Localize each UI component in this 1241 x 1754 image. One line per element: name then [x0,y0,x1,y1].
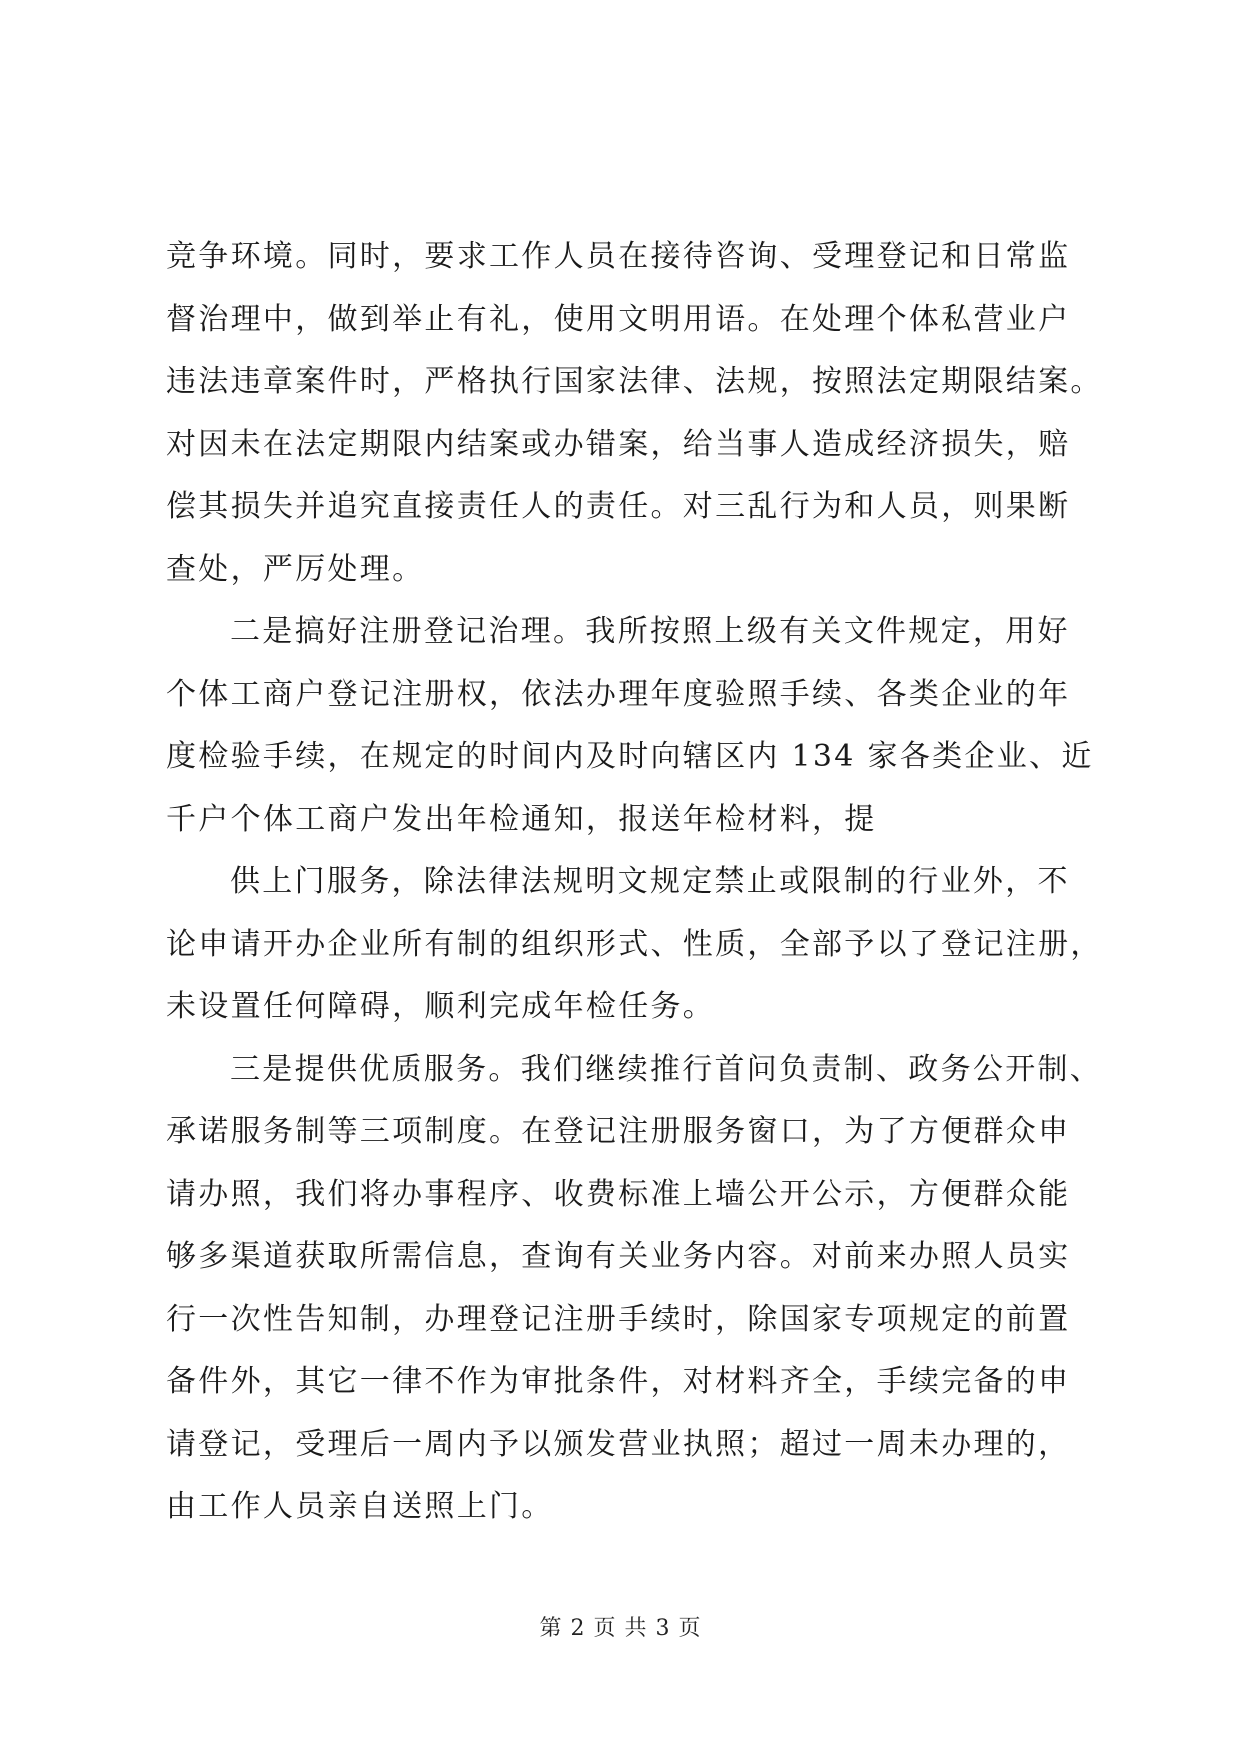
text-line: 承诺服务制等三项制度。在登记注册服务窗口，为了方便群众申 [166,1114,1071,1149]
text-line: 竞争环境。同时，要求工作人员在接待咨询、受理登记和日常监 [166,239,1071,274]
text-line: 千户个体工商户发出年检通知，报送年检材料，提 [166,801,877,837]
text-line: 请办照，我们将办事程序、收费标准上墙公开公示，方便群众能 [166,1176,1071,1212]
body-text [166,226,1103,1539]
text-line: 够多渠道获取所需信息，查询有关业务内容。对前来办照人员实 [166,1239,1071,1274]
paragraph-start-line: 二是搞好注册登记治理。我所按照上级有关文件规定，用好 [230,614,1070,649]
text-line: 度检验手续，在规定的时间内及时向辖区内 134 家各类企业、近 [166,739,1094,774]
text-line: 偿其损失并追究直接责任人的责任。对三乱行为和人员，则果断 [166,489,1071,524]
text-line: 备件外，其它一律不作为审批条件，对材料齐全，手续完备的申 [166,1364,1071,1399]
paragraph-start-line: 供上门服务，除法律法规明文规定禁止或限制的行业外，不 [230,864,1070,899]
text-line: 未设置任何障碍，顺利完成年检任务。 [166,989,716,1024]
text-line: 论申请开办企业所有制的组织形式、性质，全部予以了登记注册， [166,926,1103,962]
text-line: 对因未在法定期限内结案或办错案，给当事人造成经济损失，赔 [166,426,1071,462]
text-line: 由工作人员亲自送照上门。 [166,1489,554,1524]
page-footer: 第 2 页 共 3 页 [539,1616,702,1641]
text-line: 督治理中，做到举止有礼，使用文明用语。在处理个体私营业户 [166,301,1071,337]
paragraph-start-line: 三是提供优质服务。我们继续推行首问负责制、政务公开制、 [230,1051,1103,1087]
text-line: 请登记，受理后一周内予以颁发营业执照；超过一周未办理的， [166,1426,1071,1462]
text-line: 个体工商户登记注册权，依法办理年度验照手续、各类企业的年 [166,676,1071,712]
text-line: 查处，严厉处理。 [166,551,425,587]
text-line: 行一次性告知制，办理登记注册手续时，除国家专项规定的前置 [166,1301,1071,1337]
text-line: 违法违章案件时，严格执行国家法律、法规，按照法定期限结案。 [166,364,1103,399]
